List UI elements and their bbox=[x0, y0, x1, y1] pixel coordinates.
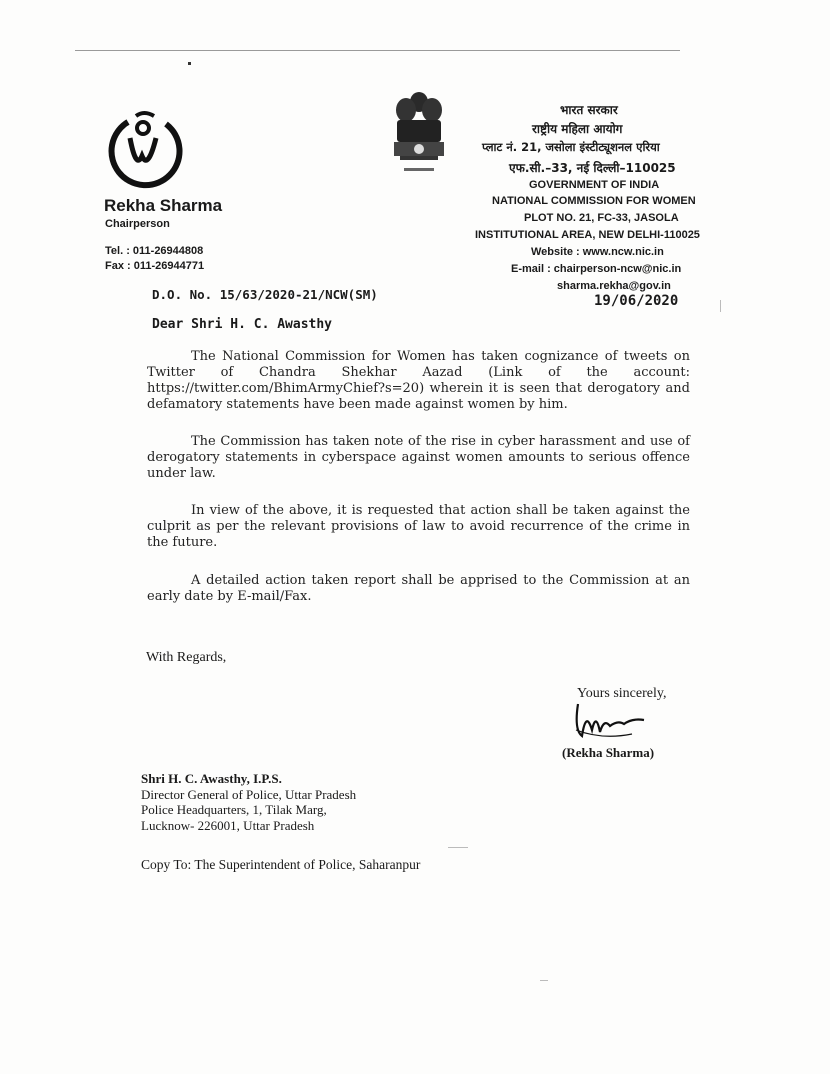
english-address-line: NATIONAL COMMISSION FOR WOMEN bbox=[492, 195, 696, 207]
english-address-line: Website : www.ncw.nic.in bbox=[531, 246, 664, 258]
body-paragraph: In view of the above, it is requested that action shall be taken against the culprit as per the relevant provisions of law to avoid recurrence of the crime in the future. bbox=[147, 503, 690, 550]
sender-tel: Tel. : 011-26944808 bbox=[105, 245, 204, 257]
scan-speck bbox=[448, 847, 468, 848]
english-address-line: E-mail : chairperson-ncw@nic.in bbox=[511, 263, 682, 275]
english-address-line: INSTITUTIONAL AREA, NEW DELHI-110025 bbox=[475, 229, 700, 241]
do-number: D.O. No. 15/63/2020-21/NCW(SM) bbox=[152, 287, 378, 302]
national-emblem-icon bbox=[388, 88, 450, 180]
hindi-address-line: राष्ट्रीय महिला आयोग bbox=[532, 122, 623, 136]
scan-speck bbox=[188, 62, 191, 65]
recipient-line: Police Headquarters, 1, Tilak Marg, bbox=[141, 802, 327, 817]
sender-name: Rekha Sharma bbox=[104, 196, 223, 215]
ncw-logo-icon bbox=[100, 108, 185, 193]
scan-speck bbox=[720, 300, 721, 312]
hindi-address-line: एफ.सी.–33, नई दिल्ली–110025 bbox=[509, 161, 676, 175]
recipient-line: Lucknow- 226001, Uttar Pradesh bbox=[141, 817, 315, 833]
top-rule bbox=[75, 50, 680, 51]
body-paragraph: The National Commission for Women has taken cognizance of tweets on Twitter of Chandra Shekhar Aazad (Link of the account: https://twitter.com/BhimArmyChief?s=20) wherein it is seen that derogatory and defamatory statements have been made against women by him. bbox=[147, 349, 690, 412]
hindi-address-line: भारत सरकार bbox=[560, 103, 618, 117]
letter-date: 19/06/2020 bbox=[594, 293, 679, 309]
body-paragraph: A detailed action taken report shall be apprised to the Commission at an early date by E-mail/Fax. bbox=[147, 573, 690, 604]
salutation: Dear Shri H. C. Awasthy bbox=[152, 317, 333, 332]
recipient-block bbox=[141, 771, 356, 833]
regards: With Regards, bbox=[146, 650, 227, 665]
copy-to: Copy To: The Superintendent of Police, Saharanpur bbox=[141, 857, 421, 872]
english-address-line: GOVERNMENT OF INDIA bbox=[529, 179, 660, 191]
body-paragraph: The Commission has taken note of the rise in cyber harassment and use of derogatory statements in cyberspace against women amounts to serious offence under law. bbox=[147, 434, 690, 481]
recipient-line: Director General of Police, Uttar Pradesh bbox=[141, 786, 357, 802]
closing: Yours sincerely, bbox=[577, 686, 667, 701]
recipient-name: Shri H. C. Awasthy, I.P.S. bbox=[141, 771, 282, 786]
scan-speck bbox=[540, 980, 548, 981]
signature-icon bbox=[572, 700, 652, 742]
english-address-line: sharma.rekha@gov.in bbox=[557, 280, 671, 292]
sender-role: Chairperson bbox=[105, 218, 170, 230]
sender-fax: Fax : 011-26944771 bbox=[105, 260, 205, 272]
english-address-line: PLOT NO. 21, FC-33, JASOLA bbox=[524, 212, 679, 224]
signatory-name: (Rekha Sharma) bbox=[562, 745, 655, 760]
hindi-address-line: प्लाट नं. 21, जसोला इंस्टीट्यूशनल एरिया bbox=[482, 140, 660, 154]
